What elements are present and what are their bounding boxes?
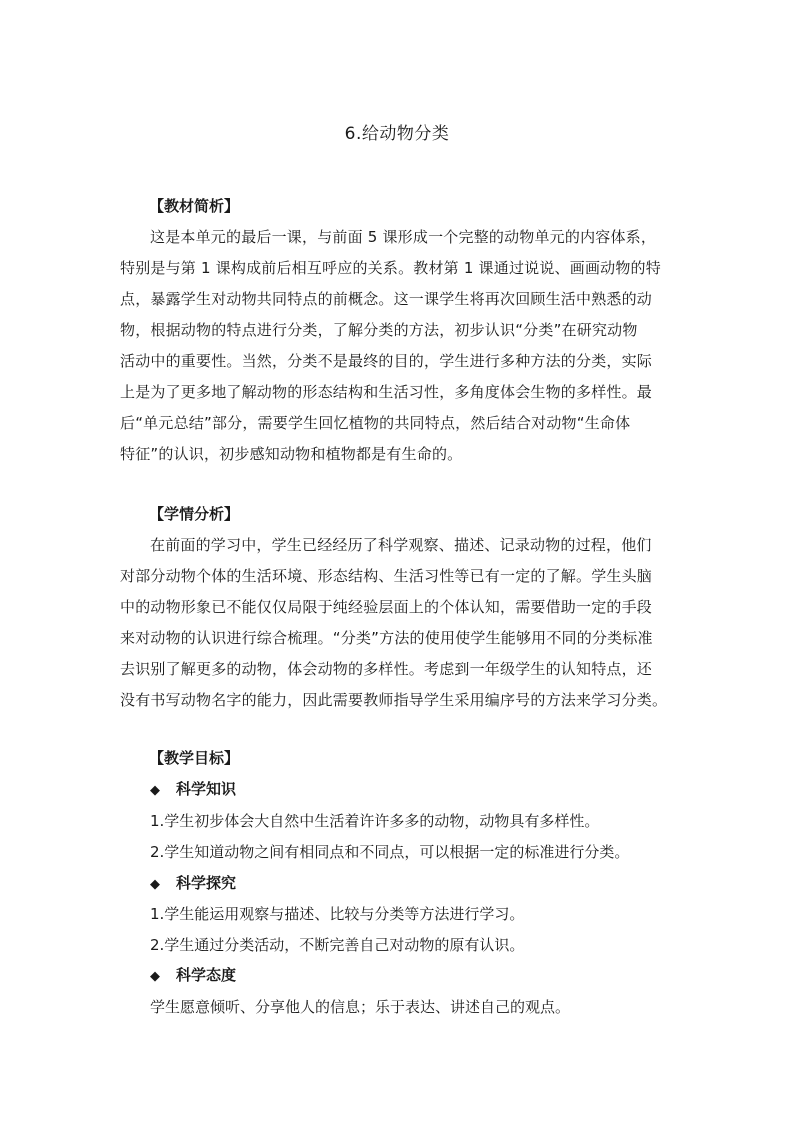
goal-item: 1.学生能运用观察与描述、比较与分类等方法进行学习。 — [150, 905, 525, 923]
subheading-label: 科学态度 — [176, 966, 237, 984]
paragraph-line: 没有书写动物名字的能力，因此需要教师指导学生采用编序号的方法来学习分类。 — [120, 691, 668, 709]
paragraph-line: 中的动物形象已不能仅仅局限于纯经验层面上的个体认知，需要借助一定的手段 — [120, 598, 653, 616]
paragraph-line: 点，暴露学生对动物共同特点的前概念。这一课学生将再次回顾生活中熟悉的动 — [120, 290, 653, 308]
section-heading: 【学情分析】 — [149, 505, 240, 523]
section-student-analysis — [120, 502, 695, 716]
diamond-bullet-icon: ◆ — [150, 877, 160, 892]
subheading-inquiry — [150, 872, 236, 894]
diamond-bullet-icon: ◆ — [150, 969, 160, 984]
document-title: 6.给动物分类 — [344, 124, 450, 144]
subheading-attitude — [150, 964, 236, 986]
section-heading: 【教材简析】 — [149, 197, 240, 215]
section-heading: 【教学目标】 — [149, 749, 240, 767]
paragraph-line: 对部分动物个体的生活环境、形态结构、生活习性等已有一定的了解。学生头脑 — [120, 567, 653, 585]
section-paragraph — [120, 530, 695, 716]
paragraph-line: 这是本单元的最后一课，与前面 5 课形成一个完整的动物单元的内容体系， — [150, 228, 657, 246]
paragraph-line: 特别是与第 1 课构成前后相互呼应的关系。教材第 1 课通过说说、画画动物的特 — [120, 259, 661, 277]
paragraph-line: 上是为了更多地了解动物的形态结构和生活习性，多角度体会生物的多样性。最 — [120, 383, 653, 401]
paragraph-line: 活动中的重要性。当然，分类不是最终的目的，学生进行多种方法的分类，实际 — [120, 352, 653, 370]
paragraph-line: 物，根据动物的特点进行分类，了解分类的方法，初步认识“分类”在研究动物 — [120, 321, 638, 339]
goal-item: 学生愿意倾听、分享他人的信息；乐于表达、讲述自己的观点。 — [150, 998, 571, 1016]
diamond-bullet-icon: ◆ — [150, 783, 160, 798]
subheading-label: 科学知识 — [176, 780, 237, 798]
subheading-knowledge — [150, 778, 236, 800]
paragraph-line: 在前面的学习中，学生已经经历了科学观察、描述、记录动物的过程，他们 — [150, 536, 652, 554]
paragraph-line: 去识别了解更多的动物，体会动物的多样性。考虑到一年级学生的认知特点，还 — [120, 660, 653, 678]
paragraph-line: 后“单元总结”部分，需要学生回忆植物的共同特点，然后结合对动物“生命体 — [120, 414, 631, 432]
goal-item: 2.学生知道动物之间有相同点和不同点，可以根据一定的标准进行分类。 — [150, 843, 630, 861]
goal-item: 1.学生初步体会大自然中生活着许许多多的动物，动物具有多样性。 — [150, 812, 600, 830]
paragraph-line: 特征”的认识，初步感知动物和植物都是有生命的。 — [120, 445, 463, 463]
section-textbook-analysis — [120, 194, 695, 470]
section-teaching-goals — [120, 746, 695, 770]
paragraph-line: 来对动物的认识进行综合梳理。“分类”方法的使用使学生能够用不同的分类标准 — [120, 629, 653, 647]
goal-item: 2.学生通过分类活动，不断完善自己对动物的原有认识。 — [150, 936, 525, 954]
section-paragraph — [120, 222, 695, 470]
subheading-label: 科学探究 — [176, 874, 237, 892]
